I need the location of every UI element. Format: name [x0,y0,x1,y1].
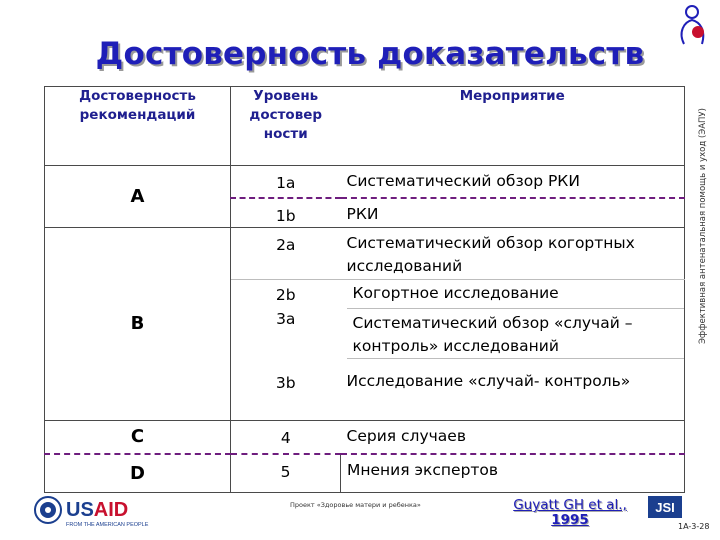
action-cell: Мнения экспертов [341,454,685,492]
level-cell: 2a [231,228,341,280]
svg-text:USAID: USAID [66,499,129,521]
vertical-side-text: Эффективная антенатальная помощь и уход (ЭАПУ) [698,108,708,344]
header-action: Мероприятие [341,87,685,166]
level-cell: 3b [275,373,296,392]
level-cell [231,280,341,366]
jsi-text: JSI [655,500,675,515]
action-cell: Систематический обзор РКИ [341,166,685,198]
level-cell: 5 [231,454,341,492]
action-cell: Систематический обзор когортных исследований [341,228,685,280]
action-2b: Когортное исследование [347,280,685,309]
grade-b: B [45,228,231,421]
action-cell: РКИ [341,198,685,228]
jsi-logo [648,496,682,518]
action-cell: Серия случаев [341,420,685,454]
grade-c: C [45,420,231,454]
project-name: Проект «Здоровье матери и ребенка» [290,501,421,509]
level-2b: 2b [275,286,296,304]
level-cell: 1a [231,166,341,198]
grade-a: A [45,166,231,228]
citation-author: Guyatt GH et al., [513,497,627,513]
grade-d: D [45,454,231,492]
level-cell: 4 [231,420,341,454]
citation [510,498,630,528]
slide-number: 1A-3-28 [678,522,710,531]
action-cell: Исследование «случай- контроль» [341,366,685,420]
slide-title: Достоверность доказательств [95,36,645,72]
usaid-logo [34,492,164,532]
mother-child-logo-icon [674,4,714,48]
evidence-table [44,86,685,493]
action-3a: Систематический обзор «случай –контроль» исследований [347,309,685,359]
usaid-sub-text: FROM THE AMERICAN PEOPLE [66,522,149,528]
header-level: Уровень достовер ности [231,87,341,166]
citation-year: 1995 [551,512,589,528]
action-cell [341,280,685,366]
level-3a: 3a [276,310,296,328]
level-cell: 1b [275,206,296,225]
header-grade: Достоверность рекомендаций [45,87,231,166]
